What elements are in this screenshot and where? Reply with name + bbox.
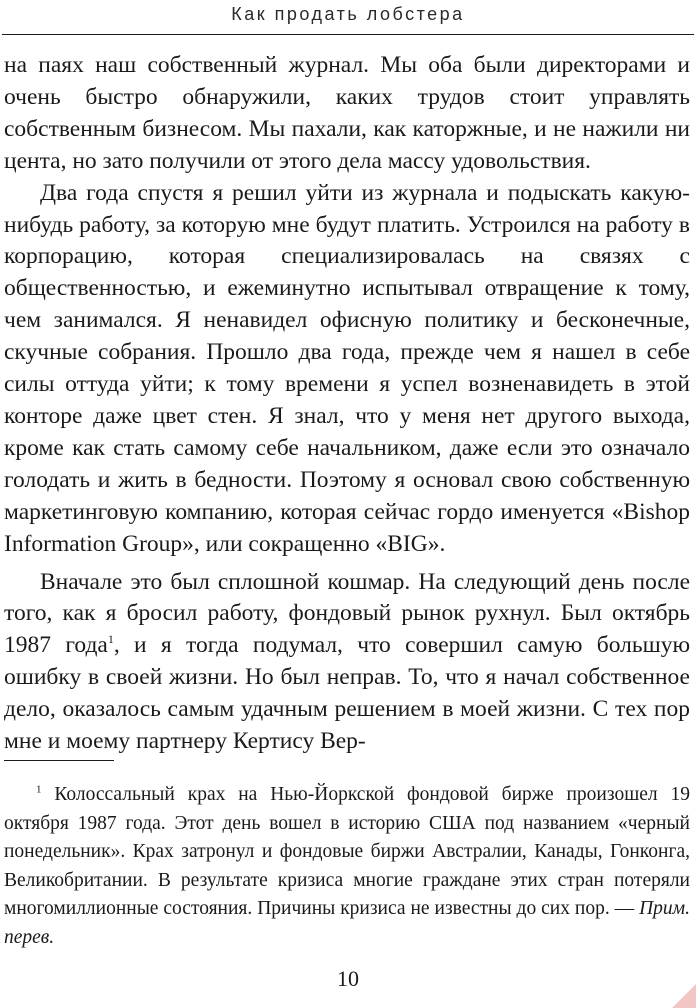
page-corner-mark	[672, 984, 696, 1008]
running-header: Как продать лобстера	[231, 4, 465, 24]
paragraph-1: на паях наш собственный журнал. Мы оба были директорами и очень быстро обнаружили, каких трудов стоит управлять собственным бизнесом. Мы пахали, как каторжные, и не нажили ни цента, но зато получили от этого дела массу удовольствия.	[4, 52, 690, 174]
paragraph-3	[4, 567, 690, 758]
header-divider	[2, 34, 694, 35]
paragraph-3-end: , и я тогда подумал, что совершил самую большую ошибку в своей жизни. Но был неправ. То, что я начал собственное дело, оказалось самым удачным решением в моей жизни. С тех пор мне и моему партнеру Кертису Вер-	[4, 632, 691, 755]
footnote-text: Колоссальный крах на Нью-Йоркской фондовой бирже произошел 19 октября 1987 года. Этот день вошел в историю США под названием «черный понедельник». Крах затронул и фондовые биржи Австралии, Канады, Гонконга, Великобритании. В результате кризиса многие граждане этих стран потеряли многомиллионные состояния. Причины кризиса не известны до сих пор. —	[4, 784, 690, 919]
footnote-reference[interactable]: 1	[107, 632, 114, 647]
main-text	[4, 50, 690, 758]
paragraph-3-start: Вначале это был сплошной кошмар. На следующий день после того, как я бросил работу, фондовый рынок рухнул. Был октябрь 1987 года	[4, 568, 690, 659]
paragraph-2: Два года спустя я решил уйти из журнала и подыскать какую-нибудь работу, за которую мне будут платить. Устроился на работу в корпорацию, которая специализировалась на связях с общественностью, и ежеминутно испытывал отвращение к тому, чем занимался. Я ненавидел офисную политику и бесконечные, скучные собрания. Прошло два года, прежде чем я нашел в себе силы оттуда уйти; к тому времени я успел возненавидеть в этой конторе даже цвет стен. Я знал, что у меня нет другого выхода, кроме как стать самому себе начальником, даже если это означало голодать и жить в бедности. Поэтому я основал свою собственную маркетинговую компанию, которая сейчас гордо именуется «Bishop Information Group», или сокращенно «BIG».	[4, 179, 690, 557]
translator-note: Прим. перев.	[4, 898, 690, 948]
footnote-divider	[4, 760, 114, 761]
footnote	[4, 781, 690, 952]
page-number: 10	[337, 966, 359, 991]
footnote-number: 1	[36, 783, 42, 796]
